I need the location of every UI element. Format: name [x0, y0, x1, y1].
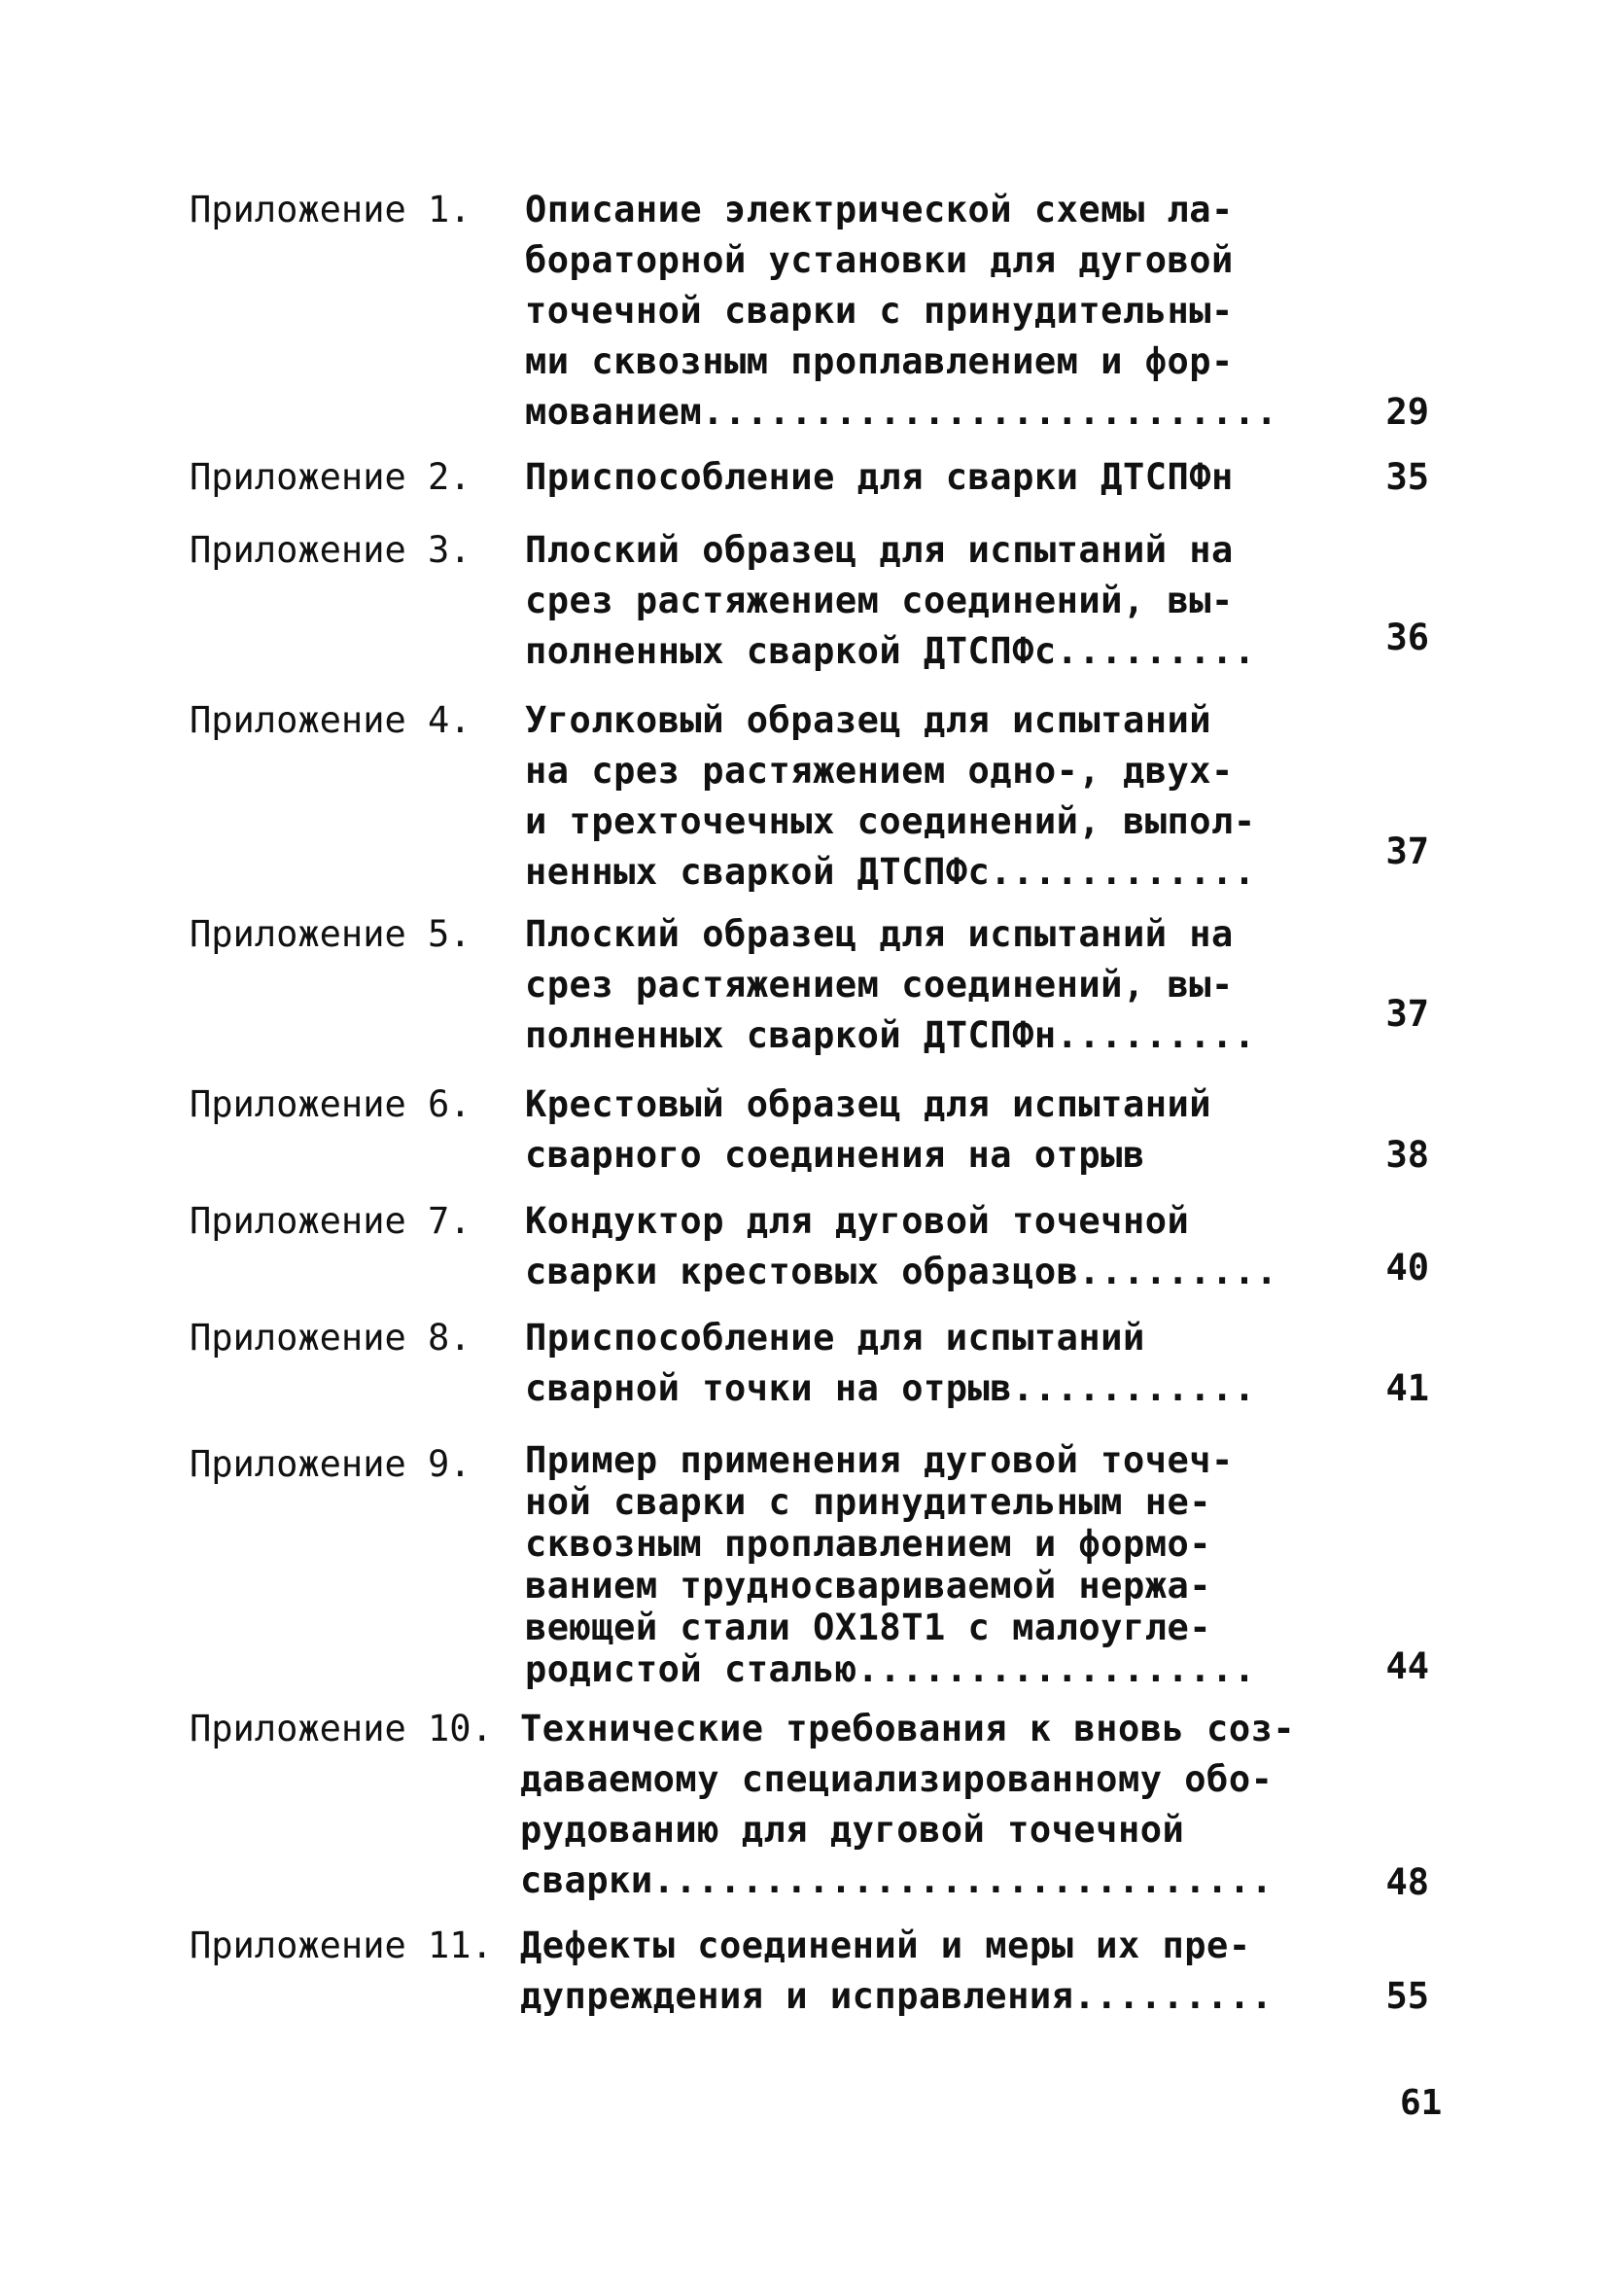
- toc-entry-line: полненных сваркой ДТСПФс.........: [525, 630, 1256, 672]
- toc-entry-prefix: Приложение 11.: [190, 1925, 493, 1966]
- toc-entry-line: ной сварки с принудительным не-: [525, 1481, 1212, 1523]
- toc-entry-line: Технические требования к вновь соз-: [520, 1708, 1296, 1749]
- toc-entry-prefix: Приложение 10.: [190, 1708, 493, 1749]
- toc-entry-line: полненных сваркой ДТСПФн.........: [525, 1014, 1256, 1056]
- toc-entry-line: и трехточечных соединений, выпол-: [525, 800, 1256, 842]
- toc-entry-line: Описание электрической схемы ла-: [525, 189, 1234, 230]
- toc-entry-line: сварной точки на отрыв...........: [525, 1367, 1256, 1409]
- toc-entry-line: срез растяжением соединений, вы-: [525, 964, 1234, 1006]
- toc-entry-page: 38: [1385, 1134, 1429, 1176]
- toc-entry-page: 29: [1385, 391, 1429, 433]
- toc-entry-line: Кондуктор для дуговой точечной: [525, 1200, 1190, 1242]
- toc-entry-page: 35: [1385, 456, 1429, 498]
- toc-entry-line: ми сквозным проплавлением и фор-: [525, 340, 1234, 382]
- toc-entry-line: точечной сварки с принудительны-: [525, 290, 1234, 332]
- page-number: 61: [1400, 2083, 1443, 2123]
- toc-entry-line: сварного соединения на отрыв: [525, 1134, 1145, 1176]
- toc-entry-line: Дефекты соединений и меры их пре-: [520, 1925, 1251, 1966]
- toc-entry-description: [525, 525, 1371, 677]
- toc-entry-line: бораторной установки для дуговой: [525, 239, 1234, 281]
- toc-entry-line: сварки............................: [520, 1859, 1274, 1901]
- toc-entry-line: сквозным проплавлением и формо-: [525, 1523, 1212, 1565]
- toc-entry-prefix: Приложение 5.: [190, 913, 472, 955]
- toc-entry-line: срез растяжением соединений, вы-: [525, 580, 1234, 621]
- toc-entry-line: веющей стали ОХ18Т1 с малоугле-: [525, 1607, 1212, 1648]
- toc-entry-description: [520, 1704, 1366, 1906]
- toc-entry-description: [525, 1439, 1371, 1690]
- toc-entry-line: сварки крестовых образцов.........: [525, 1251, 1278, 1292]
- toc-entry-page: 37: [1385, 830, 1429, 872]
- toc-entry-line: ненных сваркой ДТСПФс............: [525, 851, 1256, 893]
- toc-entry-line: Плоский образец для испытаний на: [525, 913, 1234, 955]
- toc-entry-prefix: Приложение 4.: [190, 699, 472, 741]
- toc-entry-line: Плоский образец для испытаний на: [525, 529, 1234, 571]
- toc-entry-prefix: Приложение 8.: [190, 1317, 472, 1359]
- toc-entry-line: дупреждения и исправления.........: [520, 1975, 1274, 2017]
- toc-entry-prefix: Приложение 7.: [190, 1200, 472, 1242]
- toc-entry-prefix: Приложение 9.: [190, 1443, 472, 1485]
- toc-entry-line: на срез растяжением одно-, двух-: [525, 750, 1234, 792]
- toc-entry-description: [525, 1313, 1371, 1414]
- toc-entry-description: [525, 185, 1371, 438]
- toc-entry-page: 41: [1385, 1367, 1429, 1409]
- toc-entry-description: [525, 695, 1371, 898]
- toc-entry-line: Уголковый образец для испытаний: [525, 699, 1212, 741]
- toc-entry-description: [525, 1196, 1371, 1297]
- toc-entry-page: 48: [1385, 1861, 1429, 1903]
- toc-entry-line: родистой сталью..................: [525, 1648, 1256, 1690]
- toc-entry-page: 37: [1385, 993, 1429, 1035]
- toc-entry-line: Пример применения дуговой точеч-: [525, 1439, 1234, 1481]
- toc-entry-line: ванием трудносвариваемой нержа-: [525, 1565, 1212, 1607]
- toc-entry-prefix: Приложение 6.: [190, 1083, 472, 1125]
- toc-entry-line: даваемому специализированному обо-: [520, 1758, 1274, 1800]
- toc-entry-prefix: Приложение 3.: [190, 529, 472, 571]
- toc-entry-page: 40: [1385, 1247, 1429, 1289]
- toc-entry-description: [525, 452, 1371, 503]
- toc-entry-page: 44: [1385, 1645, 1429, 1687]
- toc-entry-description: [520, 1921, 1366, 2022]
- toc-entry-line: Приспособление для испытаний: [525, 1317, 1145, 1359]
- toc-entry-line: Крестовый образец для испытаний: [525, 1083, 1212, 1125]
- toc-entry-prefix: Приложение 2.: [190, 456, 472, 498]
- toc-entry-page: 36: [1385, 617, 1429, 658]
- toc-entry-page: 55: [1385, 1975, 1429, 2017]
- toc-entry-description: [525, 909, 1371, 1061]
- toc-entry-line: рудованию для дуговой точечной: [520, 1809, 1185, 1851]
- toc-entry-line: мованием..........................: [525, 391, 1278, 433]
- toc-entry-description: [525, 1079, 1371, 1181]
- toc-entry-prefix: Приложение 1.: [190, 189, 472, 230]
- toc-entry-line: Приспособление для сварки ДТСПФн: [525, 456, 1234, 498]
